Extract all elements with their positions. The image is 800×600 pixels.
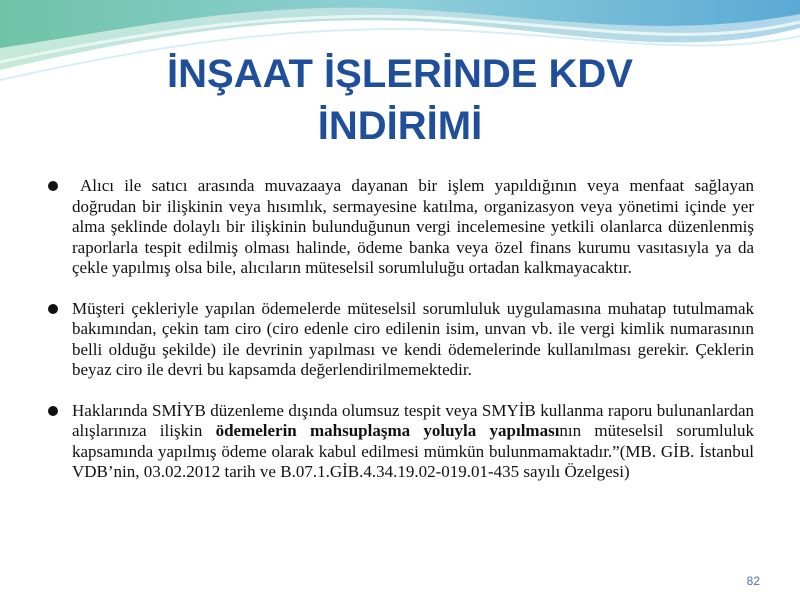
list-item [48,401,754,483]
bullet-list [48,176,754,503]
page-title [40,48,760,152]
list-item [48,299,754,381]
bullet-icon [48,181,58,191]
bullet-icon [48,304,58,314]
item-text-before: Haklarında SMİYB düzenleme dışında olumsuz tespit veya SMYİB kullanma raporu bulunanlardan alışlarınıza ilişkin [72,400,754,440]
item-text: Müşteri çekleriyle yapılan ödemelerde müteselsil sorumluluk uygulamasına muhatap tutulmamak bakımından, çekin tam ciro (ciro edenle ciro edilenin isim, unvan vb. ile vergi kimlik numarasının belli olduğu şekilde) ile devrinin yapılması ve kendi ödemelerinde kullanılması gerekir. Çeklerin beyaz ciro ile devri bu kapsamda değerlendirilmemektedir. [72,298,754,379]
item-text: Alıcı ile satıcı arasında muvazaaya dayanan bir işlem yapıldığının veya menfaat sağlayan doğrudan bir ilişkinin veya hısımlık, sermayesine katılma, organizasyon veya yönetimi içinde yer alma şeklinde dolaylı bir ilişkinin bulunduğunun vergi incelemesine yetkili olanlarca düzenlenmiş raporlarla tespit edilmiş olması halinde, ödeme banka veya özel finans kurumu vasıtasıyla ya da çekle yapılmış olsa bile, alıcıların müteselsil sorumluluğu ortadan kalkmayacaktır. [72,176,754,277]
item-text-bold: ödemelerin mahsuplaşma yoluyla yapılması [215,421,560,440]
title-line-1: İNŞAAT İŞLERİNDE KDV [167,52,633,96]
bullet-icon [48,406,58,416]
slide-number: 82 [746,574,760,588]
list-item [48,176,754,279]
item-text-after: nın müteselsil sorumluluk kapsamında yapılmış ödeme olarak kabul edilmesi mümkün bulunmamaktadır.”(MB. GİB. İstanbul VDB’nin, 03.02.2012 tarih ve B.07.1.GİB.4.34.19.02-019.01-435 sayılı Özelgesi) [72,421,755,481]
title-line-2: İNDİRİMİ [317,104,483,148]
